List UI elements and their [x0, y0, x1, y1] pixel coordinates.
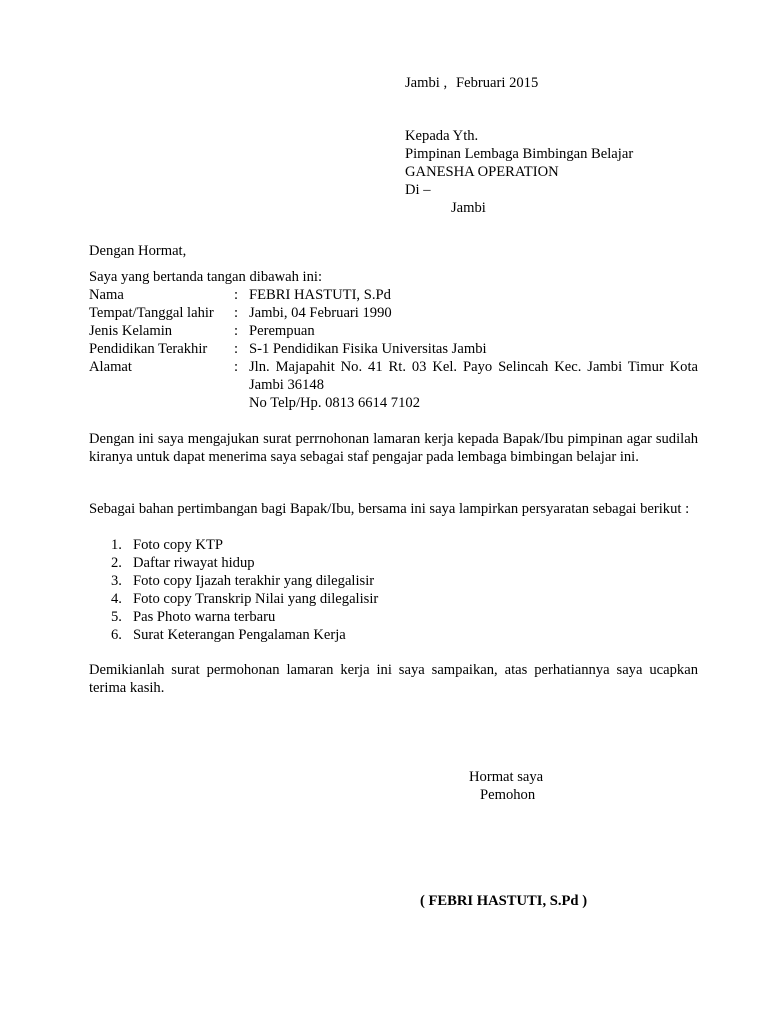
identity-value: S-1 Pendidikan Fisika Universitas Jambi [249, 341, 487, 357]
list-item-text: Foto copy Ijazah terakhir yang dilegalisir [133, 573, 375, 589]
paragraph-attachments-intro: Sebagai bahan pertimbangan bagi Bapak/Ibu, bersama ini saya lampirkan persyaratan sebagai berikut : [89, 501, 690, 517]
list-item-number: 6. [111, 627, 122, 643]
identity-colon: : [234, 341, 239, 357]
list-item-number: 4. [111, 591, 122, 607]
list-item-text: Foto copy Transkrip Nilai yang dilegalisir [133, 591, 379, 607]
identity-label: Pendidikan Terakhir [89, 341, 208, 357]
closing-paragraph: Demikianlah surat permohonan lamaran kerja ini saya sampaikan, atas perhatiannya saya ucapkan terima kasih. [89, 662, 698, 696]
identity-row-birth [89, 304, 698, 322]
identity-value: Perempuan [249, 323, 315, 339]
identity-value: FEBRI HASTUTI, S.Pd [249, 287, 391, 303]
recipient-line-5: Jambi [451, 200, 486, 216]
intro-line: Saya yang bertanda tangan dibawah ini: [89, 269, 323, 285]
recipient-line-2: Pimpinan Lembaga Bimbingan Belajar [405, 146, 634, 162]
identity-address-value: Jln. Majapahit No. 41 Rt. 03 Kel. Payo Selincah Kec. Jambi Timur Kota Jambi 36148 [249, 359, 698, 393]
identity-label: Alamat [89, 359, 132, 375]
signature-role: Pemohon [480, 787, 536, 803]
identity-colon: : [234, 305, 239, 321]
date-city: Jambi , [405, 75, 448, 91]
identity-row-gender [89, 322, 698, 340]
date-month-year: Februari 2015 [456, 75, 539, 91]
list-item-text: Pas Photo warna terbaru [133, 609, 276, 625]
identity-value: Jambi, 04 Februari 1990 [249, 305, 392, 321]
recipient-line-3: GANESHA OPERATION [405, 164, 559, 180]
identity-label: Jenis Kelamin [89, 323, 173, 339]
recipient-line-4: Di – [405, 182, 431, 198]
paragraph-application: Dengan ini saya mengajukan surat perrnohonan lamaran kerja kepada Bapak/Ibu pimpinan agar sudilah kiranya untuk dapat menerima saya sebagai staf pengajar pada lembaga bimbingan belajar ini. [89, 431, 698, 465]
list-item-number: 2. [111, 555, 122, 571]
identity-colon: : [234, 287, 239, 303]
list-item-number: 5. [111, 609, 122, 625]
signature-regards: Hormat saya [469, 769, 544, 785]
identity-row-education [89, 340, 698, 358]
list-item-text: Surat Keterangan Pengalaman Kerja [133, 627, 346, 643]
identity-colon: : [234, 359, 239, 375]
identity-label: Nama [89, 287, 124, 303]
list-item-text: Foto copy KTP [133, 537, 223, 553]
identity-colon: : [234, 323, 239, 339]
identity-row-name [89, 286, 698, 304]
identity-phone: No Telp/Hp. 0813 6614 7102 [249, 395, 420, 411]
recipient-line-1: Kepada Yth. [405, 128, 479, 144]
list-item-number: 1. [111, 537, 122, 553]
identity-label: Tempat/Tanggal lahir [89, 305, 214, 321]
signature-name: ( FEBRI HASTUTI, S.Pd ) [420, 893, 588, 909]
list-item-text: Daftar riwayat hidup [133, 555, 255, 571]
salutation: Dengan Hormat, [89, 243, 187, 259]
list-item-number: 3. [111, 573, 122, 589]
